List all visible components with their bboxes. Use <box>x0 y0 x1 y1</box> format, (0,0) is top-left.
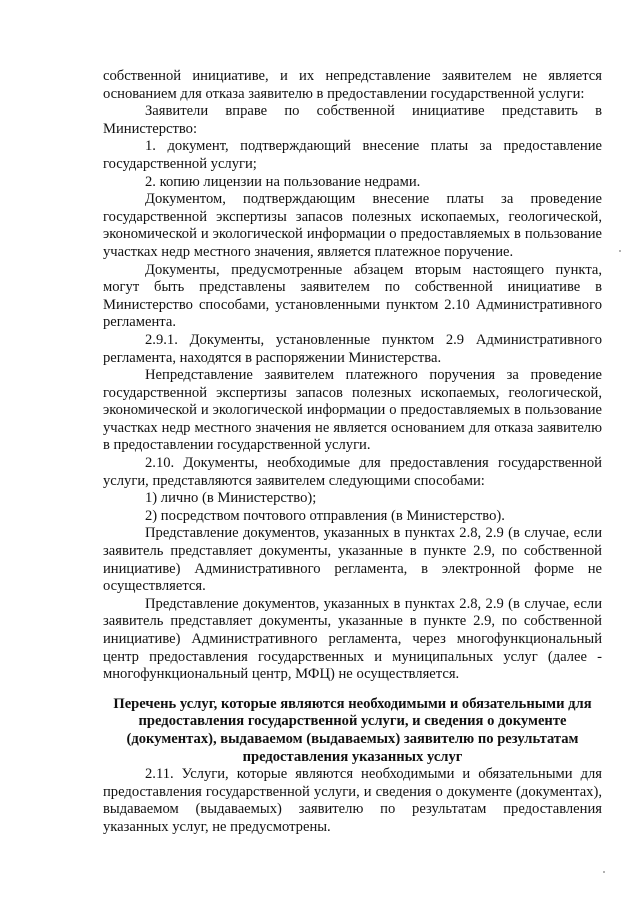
list-item-license-copy: 2. копию лицензии на пользование недрами. <box>145 173 421 190</box>
paragraph-2-10: 2.10. Документы, необходимые для предоставления государственной услуги, представляются заявителем следующими способами: <box>103 455 602 489</box>
paragraph-continuation: собственной инициативе, и их непредставление заявителем не является основанием для отказа заявителю в предоставлении государственной услуги: <box>103 68 602 102</box>
paragraph-non-submission: Непредставление заявителем платежного поручения за проведение государственной экспертизы запасов полезных ископаемых, геологической, экономической и экологической информации о предоставляемых в пользование участках недр местного значения не является основанием для отказа заявителю в предоставлении государственной услуги. <box>103 367 602 454</box>
paragraph-electronic-form: Представление документов, указанных в пунктах 2.8, 2.9 (в случае, если заявитель представляет документы, указанные в пункте 2.9, по собственной инициативе) Административного регламента, в электронной форме не осуществляется. <box>103 525 602 595</box>
list-item-payment-document: 1. документ, подтверждающий внесение платы за предоставление государственной услуги; <box>103 138 602 172</box>
paragraph-2-11: 2.11. Услуги, которые являются необходимыми и обязательными для предоставления государственной услуги, и сведения о документе (документах), выдаваемом (выдаваемых) заявителю по результатам предоставления указанных услуг, не предусмотрены. <box>103 766 602 835</box>
list-item-in-person: 1) лично (в Министерство); <box>145 490 317 507</box>
paragraph-mfc: Представление документов, указанных в пунктах 2.8, 2.9 (в случае, если заявитель представляет документы, указанные в пункте 2.9, по собственной инициативе) Административного регламента, через многофункциональный центр предоставления государственных и муниципальных услуг (далее - многофункциональный центр, МФЦ) не осуществляется. <box>103 595 602 683</box>
paragraph-payment-order: Документом, подтверждающим внесение платы за проведение государственной экспертизы запасов полезных ископаемых, геологической, экономической и экологической информации о предоставляемых в пользование участках недр местного значения, является платежное поручение. <box>103 191 602 260</box>
section-heading: Перечень услуг, которые являются необходимыми и обязательными для предоставления государственной услуги, и сведения о документе (документах), выдаваемом (выдаваемых) заявителю по результатам предоставления указанных услуг <box>113 695 592 765</box>
scan-speck <box>619 250 621 252</box>
paragraph-documents-submission: Документы, предусмотренные абзацем вторым настоящего пункта, могут быть представлены заявителем по собственной инициативе в Министерство способами, установленными пунктом 2.10 Административного регламента. <box>103 261 602 331</box>
list-item-by-post: 2) посредством почтового отправления (в Министерство). <box>145 507 505 524</box>
paragraph-2-9-1: 2.9.1. Документы, установленные пунктом 2.9 Административного регламента, находятся в распоряжении Министерства. <box>103 331 602 366</box>
document-page <box>103 68 602 837</box>
paragraph-applicants-right: Заявители вправе по собственной инициативе представить в Министерство: <box>103 103 602 137</box>
scan-speck <box>603 871 605 873</box>
